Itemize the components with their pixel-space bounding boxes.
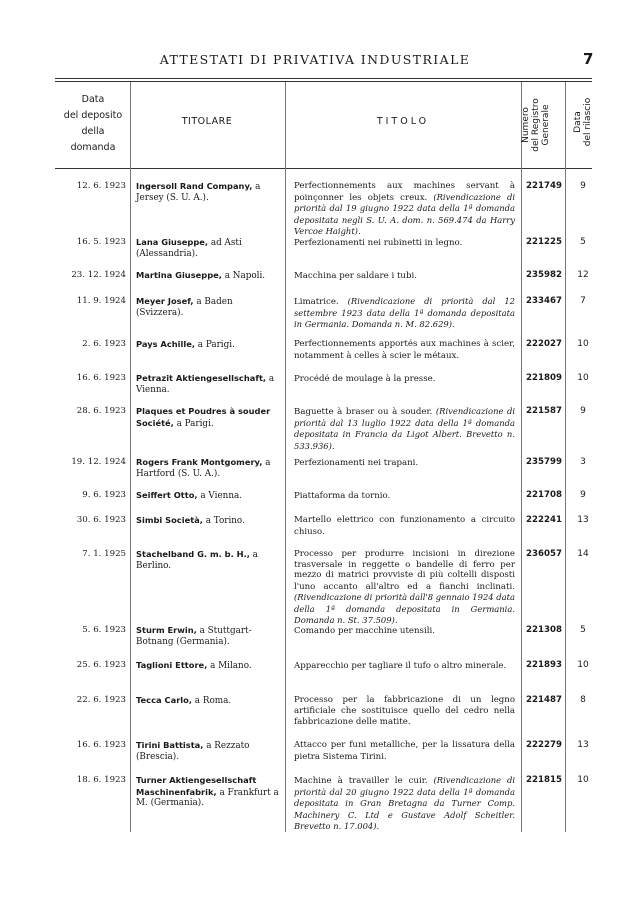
release-number: 9: [580, 181, 586, 191]
deposit-date: 25. 6. 1923: [76, 660, 126, 670]
deposit-date: 5. 6. 1923: [82, 625, 126, 635]
patent-title-text: Comando per macchine utensili.: [294, 626, 435, 636]
holder-name: Seiffert Otto,: [136, 490, 198, 500]
register-number: 236057: [526, 549, 562, 559]
patent-title-text: Perfezionamenti nei trapani.: [294, 458, 419, 468]
patent-title: [294, 490, 515, 502]
priority-claim: (Rivendicazione di priorità dal 13 luglio 1922 data della 1ª domanda depositata in Francia da Ligot Albert. Brevetto n. 533.936).: [294, 406, 516, 451]
release-number: 10: [577, 660, 589, 670]
holder-location: a Milano.: [207, 661, 252, 671]
holder-location: a Parigi.: [195, 340, 235, 350]
holder-name: Turner Aktiengesellschaft Maschinenfabrik,: [136, 775, 257, 797]
patent-title: [294, 695, 515, 728]
holder-name: Pays Achille,: [136, 339, 195, 349]
top-rule: [55, 78, 592, 79]
holder-location: a Parigi.: [173, 418, 214, 429]
deposit-date: 2. 6. 1923: [82, 339, 126, 349]
patent-title: [294, 775, 515, 833]
holder-name: Lana Giuseppe,: [136, 237, 209, 247]
holder: [136, 490, 281, 502]
patent-title: [294, 660, 515, 672]
patent-title-text: Procédé de moulage à la presse.: [294, 374, 436, 384]
priority-claim: (Rivendicazione di priorità dal 20 giugno 1922 data della 1ª domanda depositata in Gran Bretagna da Turner Comp. Machinery C. Ltd e Gustave Adolf Scheitler. Brevetto n. 17.004).: [294, 775, 516, 831]
deposit-date: 23. 12. 1924: [71, 270, 126, 280]
release-number: 13: [577, 740, 589, 750]
deposit-date: 12. 6. 1923: [76, 181, 126, 191]
register-number: 221749: [526, 181, 562, 191]
holder: [136, 660, 281, 672]
header-bottom-rule: [55, 168, 592, 169]
register-number: 222027: [526, 339, 562, 349]
holder: [136, 775, 281, 809]
deposit-date: 9. 6. 1923: [82, 490, 126, 500]
register-number: 221225: [526, 237, 562, 247]
register-number: 221308: [526, 625, 562, 635]
holder: [136, 740, 281, 762]
patent-title: [294, 270, 515, 282]
patent-title: [294, 296, 515, 331]
holder: [136, 457, 281, 479]
holder: [136, 549, 281, 571]
column-header-register: Numero del Registro Generale: [521, 98, 551, 152]
deposit-date: 22. 6. 1923: [76, 695, 126, 705]
patent-title-text: Macchina per saldare i tubi.: [294, 271, 417, 281]
holder: [136, 695, 281, 707]
register-number: 222279: [526, 740, 562, 750]
deposit-date: 16. 6. 1923: [76, 740, 126, 750]
priority-claim: (Rivendicazione di priorità dall'8 gennaio 1924 data della 1ª domanda depositata in Germania. Domanda n. St. 37.509).: [294, 592, 515, 625]
patent-title: [294, 457, 515, 469]
release-number: 9: [580, 490, 586, 500]
register-number: 222241: [526, 515, 562, 525]
holder-name: Stachelband G. m. b. H.,: [136, 549, 250, 559]
holder: [136, 339, 281, 351]
holder: [136, 515, 281, 527]
column-header-title: TITOLO: [376, 116, 430, 127]
holder-name: Rogers Frank Montgomery,: [136, 457, 263, 467]
holder: [136, 181, 281, 203]
holder-location: a Roma.: [191, 696, 232, 706]
priority-claim: (Rivendicazione di priorità dal 19 giugno 1922 data della 1ª domanda depositata negli S. U. A. dom. n. 569.474 da Harry Vercoe Haight).: [294, 191, 515, 236]
deposit-date: 16. 6. 1923: [76, 373, 126, 383]
holder-name: Martina Giuseppe,: [136, 270, 222, 280]
holder-name: Taglioni Ettore,: [136, 660, 208, 670]
patent-title-text: Attacco per funi metalliche, per la lissatura della pietra Sistema Tirini.: [294, 740, 515, 762]
deposit-date: 11. 9. 1924: [76, 296, 126, 306]
holder-location: a Rezzato (Brescia).: [136, 741, 250, 762]
patent-title-text: Processo per la fabbricazione di un legno artificiale che sostituisce quello del cedro nella fabbricazione delle matite.: [294, 695, 515, 727]
holder-name: Simbi Società,: [136, 515, 203, 525]
patent-title: [294, 406, 515, 452]
holder: [136, 270, 281, 282]
release-number: 10: [577, 775, 589, 785]
holder-name: Plaques et Poudres à souder Société,: [136, 406, 271, 428]
patent-title: [294, 549, 515, 627]
holder-location: a Napoli.: [221, 271, 266, 281]
release-number: 9: [580, 406, 586, 416]
holder-name: Tecca Carlo,: [136, 695, 192, 705]
patent-title: [294, 373, 515, 385]
register-number: 221809: [526, 373, 562, 383]
holder-location: a Baden (Svizzera).: [136, 297, 233, 318]
patent-title-text: Machine à travailler le cuir.: [294, 776, 428, 786]
release-number: 5: [580, 625, 586, 635]
holder-name: Petrazit Aktiengesellschaft,: [136, 373, 267, 383]
column-header-date: Data del deposito della domanda: [63, 94, 123, 153]
holder-name: Tirini Battista,: [136, 740, 204, 750]
release-number: 5: [580, 237, 586, 247]
holder-name: Sturm Erwin,: [136, 625, 197, 635]
release-number: 8: [580, 695, 586, 705]
patent-title: [294, 740, 515, 762]
release-number: 7: [580, 296, 586, 306]
deposit-date: 30. 6. 1923: [76, 515, 126, 525]
holder-location: a Vienna.: [197, 491, 243, 501]
patent-title-text: Piattaforma da tornio.: [294, 491, 391, 501]
register-number: 235982: [526, 270, 562, 280]
top-rule-double: [55, 81, 592, 82]
holder-location: a Stuttgart-Botnang (Germania).: [136, 626, 252, 647]
column-divider: [130, 82, 131, 832]
holder-name: Meyer Josef,: [136, 296, 194, 306]
patent-title-text: Perfezionamenti nei rubinetti in legno.: [294, 238, 463, 248]
patent-title: [294, 339, 515, 361]
release-number: 3: [580, 457, 586, 467]
deposit-date: 28. 6. 1923: [76, 406, 126, 416]
patent-title: [294, 515, 515, 537]
register-number: 221487: [526, 695, 562, 705]
patent-title-text: Processo per produrre incisioni in direzione trasversale in reggette o bandelle di ferro per mezzo di matrici provviste di più coltelli disposti l'uno accanto all'altro ed a fianchi inclinati.: [294, 549, 515, 592]
deposit-date: 18. 6. 1923: [76, 775, 126, 785]
patent-title-text: Apparecchio per tagliare il tufo o altro minerale.: [294, 661, 507, 671]
holder-location: a Vienna.: [136, 374, 275, 395]
deposit-date: 19. 12. 1924: [71, 457, 126, 467]
release-number: 10: [577, 373, 589, 383]
deposit-date: 16. 5. 1923: [76, 237, 126, 247]
deposit-date: 7. 1. 1925: [82, 549, 126, 559]
patent-title-text: Perfectionnements aux machines servant à poinçonner les objets creux.: [294, 181, 515, 203]
holder-location: ad Asti (Alessandria).: [136, 238, 242, 259]
holder-location: a Hartford (S. U. A.).: [136, 458, 271, 479]
holder: [136, 625, 281, 647]
patent-title-text: Limatrice.: [294, 297, 339, 307]
column-header-release: Data del rilascio: [573, 97, 593, 147]
holder-location: a Jersey (S. U. A.).: [136, 182, 261, 203]
page-number: 7: [583, 50, 594, 68]
register-number: 221587: [526, 406, 562, 416]
patent-title: [294, 625, 515, 637]
column-header-holder: TITOLARE: [181, 116, 233, 127]
register-number: 221708: [526, 490, 562, 500]
release-number: 12: [577, 270, 589, 280]
register-number: 233467: [526, 296, 562, 306]
running-title: ATTESTATI DI PRIVATIVA INDUSTRIALE: [159, 52, 471, 67]
column-divider: [521, 82, 522, 832]
patent-title-text: Baguette à braser ou à souder.: [294, 407, 433, 417]
patent-title-text: Martello elettrico con funzionamento a circuito chiuso.: [294, 515, 515, 537]
holder-location: a Frankfurt a M. (Germania).: [136, 787, 279, 808]
holder: [136, 406, 281, 429]
holder: [136, 296, 281, 318]
patent-title: [294, 237, 515, 249]
register-number: 221815: [526, 775, 562, 785]
patent-title-text: Perfectionnements apportés aux machines à scier, notamment à celles à scier le métaux.: [294, 339, 515, 361]
holder-location: a Berlino.: [136, 550, 258, 571]
register-number: 235799: [526, 457, 562, 467]
holder: [136, 237, 281, 259]
priority-claim: (Rivendicazione di priorità dal 12 settembre 1923 data della 1ª domanda depositata in Germania. Domanda n. M. 82.629).: [294, 296, 515, 329]
page-header: [0, 50, 642, 70]
register-number: 221893: [526, 660, 562, 670]
patent-title: [294, 181, 515, 238]
holder: [136, 373, 281, 395]
release-number: 13: [577, 515, 589, 525]
holder-location: a Torino.: [202, 516, 245, 526]
holder-name: Ingersoll Rand Company,: [136, 181, 253, 191]
release-number: 10: [577, 339, 589, 349]
column-divider: [565, 82, 566, 832]
column-divider: [285, 82, 286, 832]
release-number: 14: [577, 549, 589, 559]
